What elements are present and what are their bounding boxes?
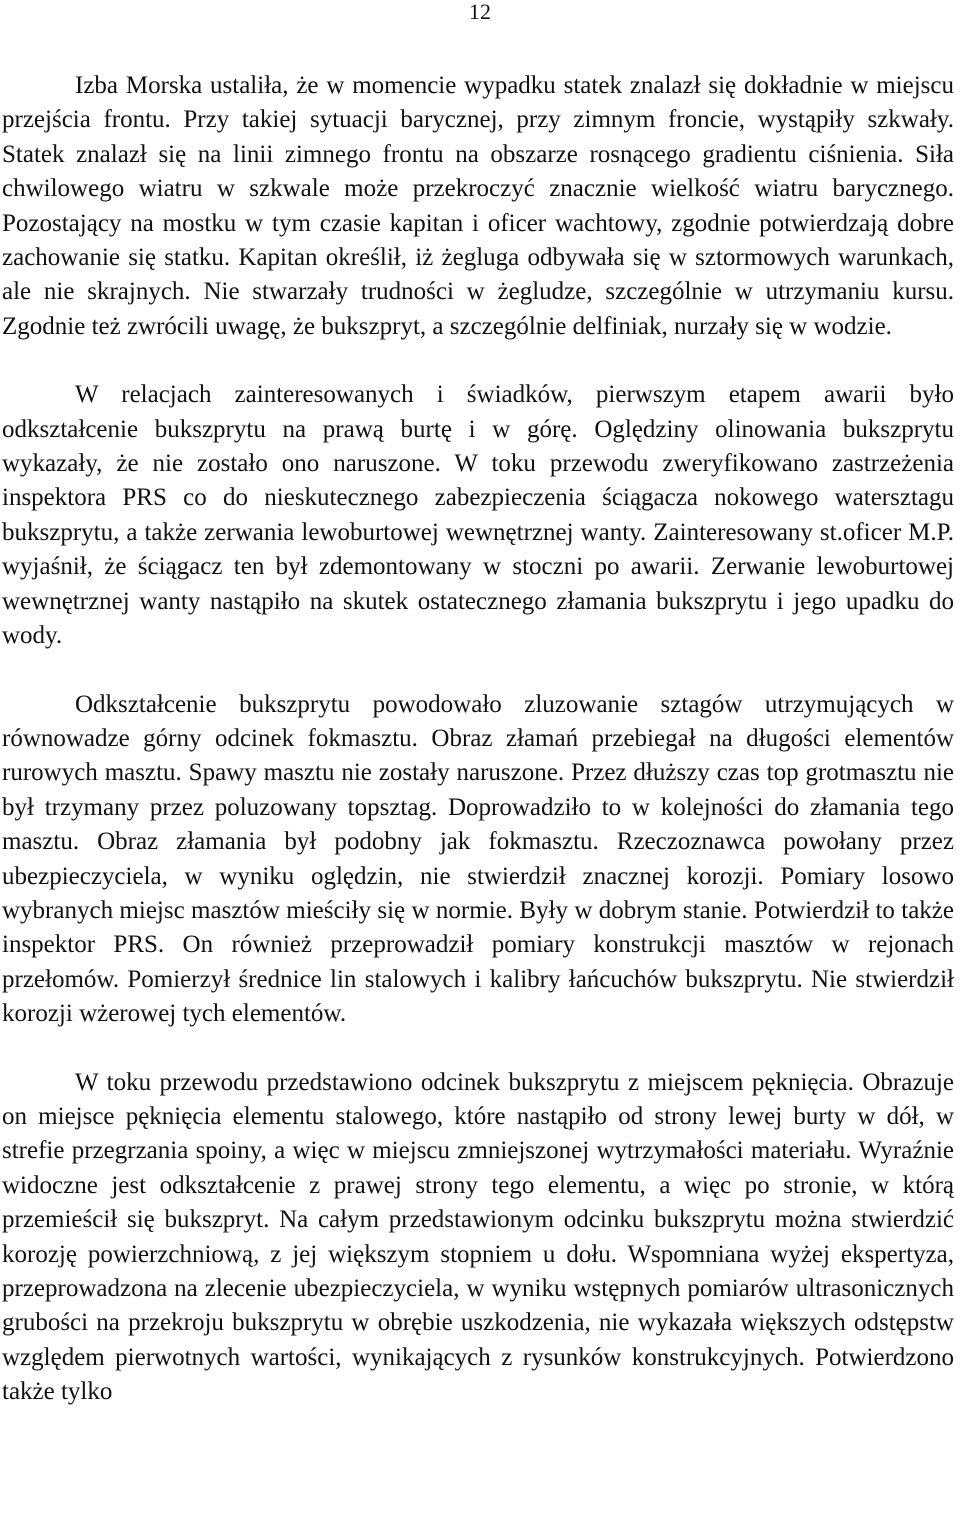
paragraph-4: W toku przewodu przedstawiono odcinek bukszprytu z miejscem pęknięcia. Obrazuje on miejsce pęknięcia elementu stalowego, które nastąpiło od strony lewej burty w dół, w strefie przegrzania spoiny, a więc w miejscu zmniejszonej wytrzymałości materiału. Wyraźnie widoczne jest odkształcenie z prawej strony tego elementu, a więc po stronie, w którą przemieścił się bukszpryt. Na całym przedstawionym odcinku bukszprytu można stwierdzić korozję powierzchniową, z jej większym stopniem u dołu. Wspomniana wyżej ekspertyza, przeprowadzona na zlecenie ubezpieczyciela, w wyniku wstępnych pomiarów ultrasonicznych grubości na przekroju bukszprytu w obrębie uszkodzenia, nie wykazała większych odstępstw względem pierwotnych wartości, wynikających z rysunków konstrukcyjnych. Potwierdzono także tylko [2,1068,954,1406]
paragraph-1: Izba Morska ustaliła, że w momencie wypadku statek znalazł się dokładnie w miejscu przejścia frontu. Przy takiej sytuacji barycznej, przy zimnym froncie, wystąpiły szkwały. Statek znalazł się na linii zimnego frontu na obszarze rosnącego gradientu ciśnienia. Siła chwilowego wiatru w szkwale może przekroczyć znacznie wielkość wiatru barycznego. Pozostający na mostku w tym czasie kapitan i oficer wachtowy, zgodnie potwierdzają dobre zachowanie się statku. Kapitan określił, iż żegluga odbywała się w sztormowych warunkach, ale nie skrajnych. Nie stwarzały trudności w żegludze, szczególnie w utrzymaniu kursu. Zgodnie też zwrócili uwagę, że bukszpryt, a szczególnie delfiniak, nurzały się w wodzie. [2,72,954,340]
paragraph-3: Odkształcenie bukszprytu powodowało zluzowanie sztagów utrzymujących w równowadze górny odcinek fokmasztu. Obraz złamań przebiegał na długości elementów rurowych masztu. Spawy masztu nie zostały naruszone. Przez dłuższy czas top grotmasztu nie był trzymany przez poluzowany topsztag. Doprowadziło to w kolejności do złamania tego masztu. Obraz złamania był podobny jak fokmasztu. Rzeczoznawca powołany przez ubezpieczyciela, w wyniku oględzin, nie stwierdził znacznej korozji. Pomiary losowo wybranych miejsc masztów mieściły się w normie. Były w dobrym stanie. Potwierdził to także inspektor PRS. On również przeprowadził pomiary konstrukcji masztów w rejonach przełomów. Pomierzył średnice lin stalowych i kalibry łańcuchów bukszprytu. Nie stwierdził korozji wżerowej tych elementów. [2,690,954,1028]
page-number: 12 [469,0,491,24]
paragraph-2: W relacjach zainteresowanych i świadków, pierwszym etapem awarii było odkształcenie bukszprytu na prawą burtę i w górę. Oględziny olinowania bukszprytu wykazały, że nie zostało ono naruszone. W toku przewodu zweryfikowano zastrzeżenia inspektora PRS co do nieskutecznego zabezpieczenia ściągacza nokowego watersztagu bukszprytu, a także zerwania lewoburtowej wewnętrznej wanty. Zainteresowany st.oficer M.P. wyjaśnił, że ściągacz ten był zdemontowany w stoczni po awarii. Zerwanie lewoburtowej wewnętrznej wanty nastąpiło na skutek ostatecznego złamania bukszprytu i jego upadku do wody. [2,381,954,650]
document-body [2,69,954,1410]
